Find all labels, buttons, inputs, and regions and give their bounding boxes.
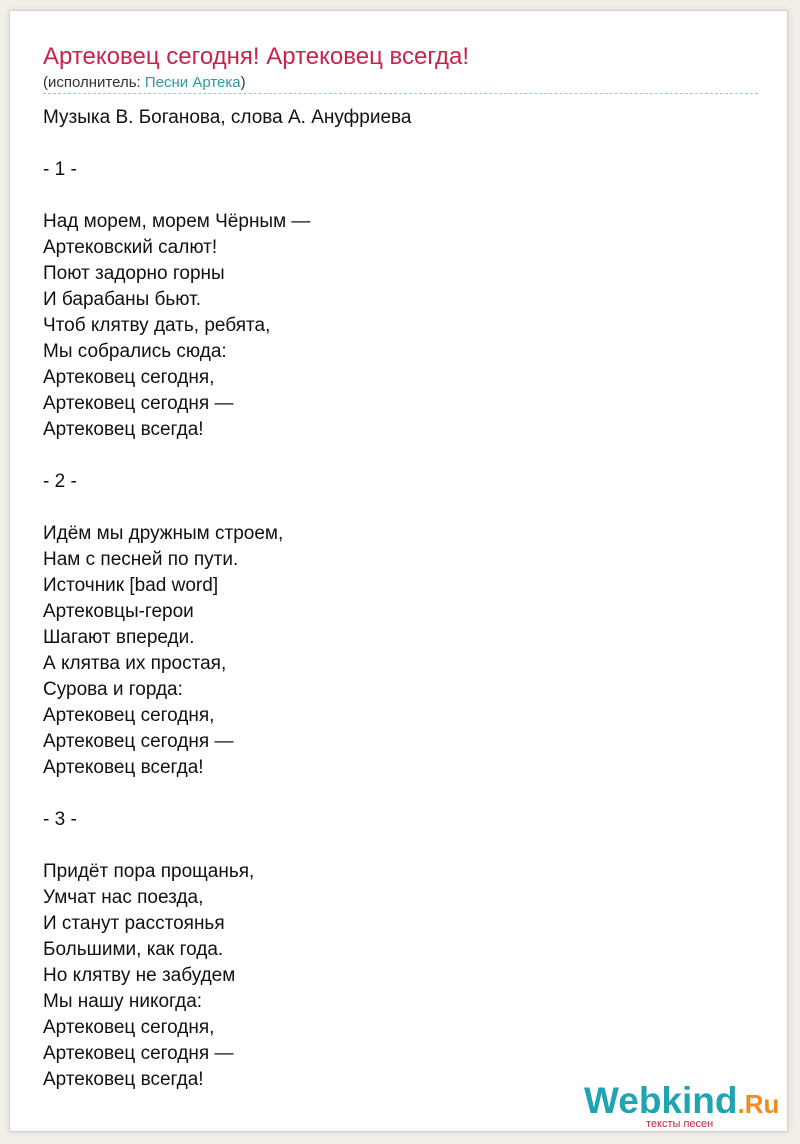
lyric-line: Но клятву не забудем — [43, 965, 236, 986]
lyric-line: Артековский салют! — [43, 237, 218, 258]
lyric-line: Большими, как года. — [43, 939, 224, 960]
lyric-line: Над морем, морем Чёрным — — [43, 211, 311, 232]
lyric-line: Идём мы дружным строем, — [43, 523, 284, 544]
lyric-line: Артековец сегодня, — [43, 705, 215, 726]
lyric-line: Мы собрались сюда: — [43, 341, 227, 362]
lyric-line: Артековцы-герои — [43, 601, 194, 622]
artist-suffix: ) — [240, 74, 246, 91]
lyric-line: Источник [bad word] — [43, 575, 219, 596]
lyric-line: Артековец всегда! — [43, 419, 204, 440]
lyric-line: Нам с песней по пути. — [43, 549, 239, 570]
lyric-line: И барабаны бьют. — [43, 289, 202, 310]
lyric-line: А клятва их простая, — [43, 653, 227, 674]
webkind-logo[interactable] — [584, 1079, 784, 1139]
lyric-line: - 1 - — [43, 159, 77, 180]
title-divider — [43, 93, 758, 94]
logo-name: Webkind — [584, 1080, 738, 1121]
lyric-line: Мы нашу никогда: — [43, 991, 203, 1012]
lyric-line: Артековец всегда! — [43, 757, 204, 778]
blank-line — [43, 495, 743, 521]
lyric-line: Придёт пора прощанья, — [43, 861, 255, 882]
lyric-line: Умчат нас поезда, — [43, 887, 204, 908]
lyric-line: Артековец сегодня — — [43, 393, 234, 414]
lyric-line: Артековец сегодня, — [43, 367, 215, 388]
lyric-line: Артековец сегодня — — [43, 731, 234, 752]
lyric-line: - 2 - — [43, 471, 77, 492]
artist-line — [43, 73, 246, 93]
artist-link[interactable]: Песни Артека — [144, 74, 241, 91]
lyric-line: Шагают впереди. — [43, 627, 195, 648]
lyric-line: Артековец сегодня — — [43, 1043, 234, 1064]
blank-line — [43, 131, 743, 157]
lyric-line: Музыка В. Боганова, слова А. Ануфриева — [43, 107, 412, 128]
song-title: Артековец сегодня! Артековец всегда! — [43, 43, 470, 70]
blank-line — [43, 443, 743, 469]
artist-prefix: (исполнитель: — [43, 74, 145, 91]
lyric-line: Поют задорно горны — [43, 263, 225, 284]
lyrics-sheet — [9, 10, 788, 1132]
lyric-line: И станут расстоянья — [43, 913, 225, 934]
blank-line — [43, 781, 743, 807]
lyric-line: Артековец сегодня, — [43, 1017, 215, 1038]
lyric-line: Чтоб клятву дать, ребята, — [43, 315, 271, 336]
lyrics-text — [43, 105, 743, 1093]
blank-line — [43, 833, 743, 859]
lyric-line: Сурова и горда: — [43, 679, 183, 700]
logo-tld: .Ru — [737, 1089, 780, 1119]
lyric-line: - 3 - — [43, 809, 77, 830]
logo-tagline: тексты песен — [646, 1118, 714, 1130]
blank-line — [43, 183, 743, 209]
lyric-line: Артековец всегда! — [43, 1069, 204, 1090]
